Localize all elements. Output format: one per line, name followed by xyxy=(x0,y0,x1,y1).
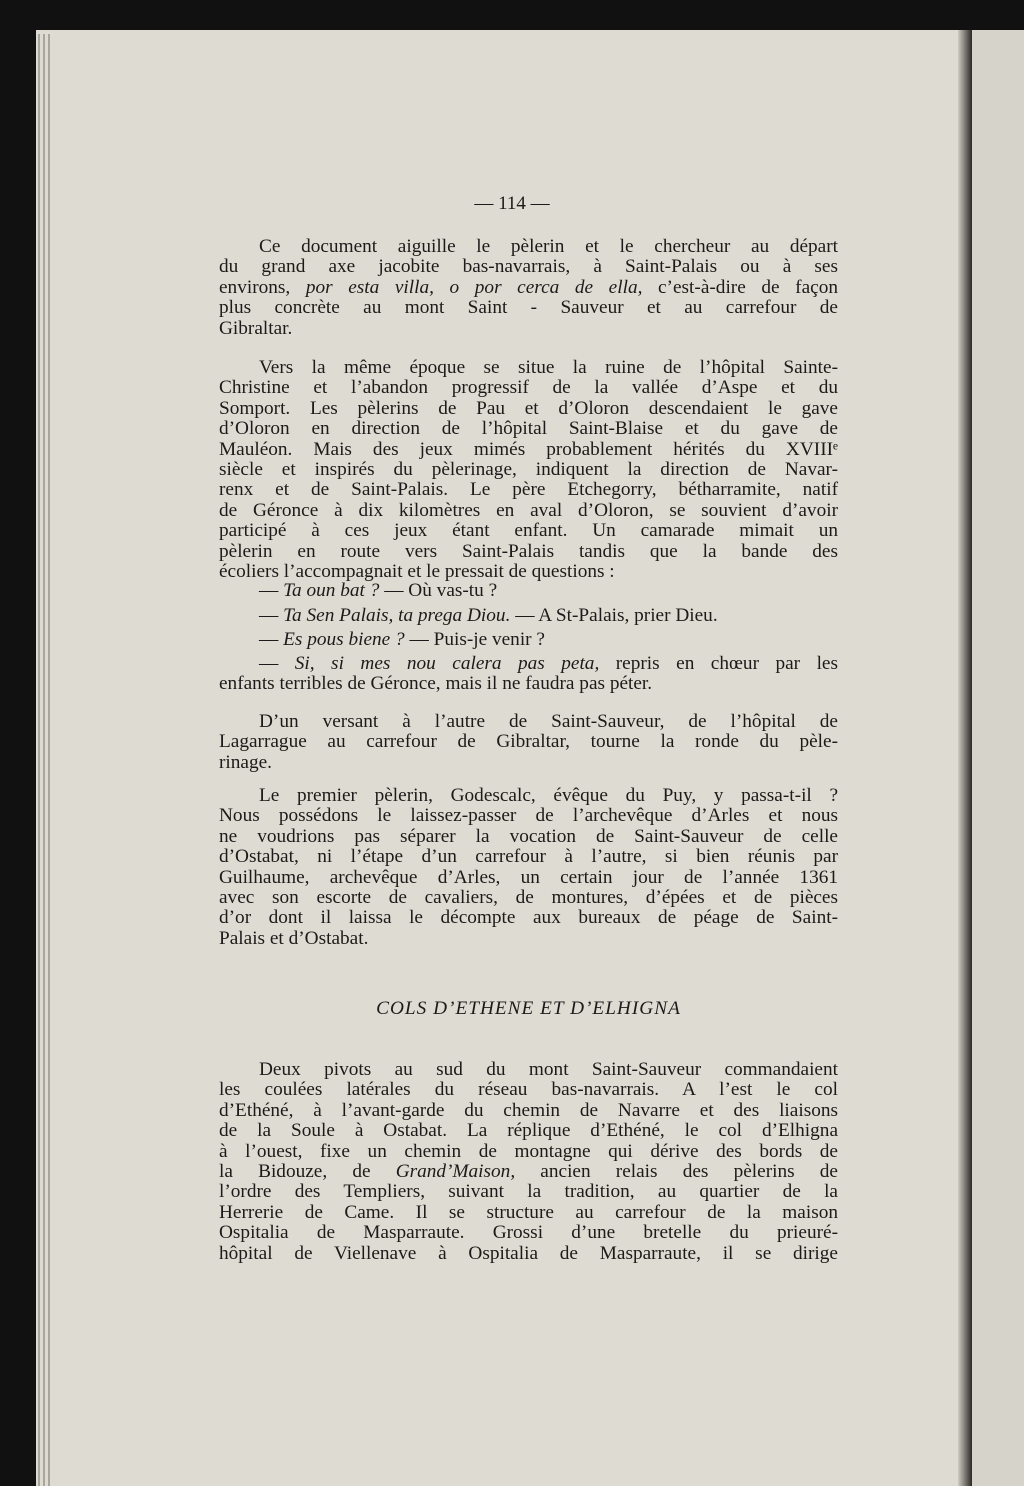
text: d’Ethéné, à l’avant-garde du chemin de Navarre et des liaisons xyxy=(219,1099,838,1121)
italic-text: Si, si mes nou calera pas peta, xyxy=(294,653,600,674)
text: Le premier pèlerin, Godescalc, évêque du Puy, y passa-t-il ? xyxy=(259,785,838,806)
text: Guilhaume, archevêque d’Arles, un certain jour de l’année 1361 xyxy=(219,866,838,888)
text-line xyxy=(219,712,838,732)
text: participé à ces jeux étant enfant. Un camarade mimait un xyxy=(219,520,838,542)
text: Palais et d’Ostabat. xyxy=(219,927,369,949)
text: plus concrète au mont Saint - Sauveur et au carrefour de xyxy=(219,297,838,319)
text: Mauléon. Mais des jeux mimés probablement hérités du XVIIIᵉ xyxy=(219,438,838,460)
text-line xyxy=(219,1142,838,1162)
text-line xyxy=(219,929,838,949)
italic-text: Ta Sen Palais, ta prega Diou. xyxy=(283,605,511,626)
dialogue-line xyxy=(219,654,838,695)
text-line xyxy=(219,1244,838,1264)
text: c’est-à-dire de façon xyxy=(642,276,838,298)
text-line xyxy=(219,1121,838,1141)
text: enfants terribles de Géronce, mais il ne faudra pas péter. xyxy=(219,673,653,695)
text-line xyxy=(219,419,838,439)
text-line xyxy=(219,753,838,773)
text: Christine et l’abandon progressif de la vallée d’Aspe et du xyxy=(219,377,838,399)
section-heading: COLS D’ETHENE ET D’ELHIGNA xyxy=(376,998,681,1019)
text-line xyxy=(219,581,838,601)
text: — A St-Palais, prier Dieu. xyxy=(510,605,718,626)
text: repris en chœur par les xyxy=(599,653,838,674)
text-line xyxy=(219,480,838,500)
text-line xyxy=(219,278,838,298)
text-line xyxy=(219,501,838,521)
text-line xyxy=(219,1203,838,1223)
text: hôpital de Viellenave à Ospitalia de Masparraute, il se dirige xyxy=(219,1242,838,1264)
paragraph xyxy=(219,237,838,339)
page-edge xyxy=(38,34,40,1486)
text: d’Oloron en direction de l’hôpital Saint-Blaise et du gave de xyxy=(219,418,838,440)
text-line xyxy=(219,654,838,674)
text: Somport. Les pèlerins de Pau et d’Oloron descendaient le gave xyxy=(219,397,838,419)
text-line xyxy=(219,1101,838,1121)
text-line xyxy=(219,847,838,867)
facing-page xyxy=(972,30,1024,1486)
text: — Où vas-tu ? xyxy=(379,580,498,601)
text: — xyxy=(259,653,295,674)
text-line xyxy=(219,827,838,847)
text: ancien relais des pèlerins de xyxy=(515,1160,838,1182)
text-line xyxy=(219,237,838,257)
text-line xyxy=(219,358,838,378)
text-line xyxy=(219,1080,838,1100)
text-line xyxy=(219,298,838,318)
text: — xyxy=(259,580,284,601)
text: de Géronce à dix kilomètres en aval d’Oloron, se souvient d’avoir xyxy=(219,499,838,521)
text-line xyxy=(219,908,838,928)
text: d’or dont il laissa le décompte aux bureaux de péage de Saint- xyxy=(219,907,838,929)
text: de la Soule à Ostabat. La réplique d’Ethéné, le col d’Elhigna xyxy=(219,1120,838,1142)
text-line xyxy=(219,674,838,694)
paragraph xyxy=(219,358,838,582)
text-line xyxy=(219,606,838,626)
text-line xyxy=(219,257,838,277)
text: Herrerie de Came. Il se structure au carrefour de la maison xyxy=(219,1201,838,1223)
text: Ce document aiguille le pèlerin et le chercheur au départ xyxy=(259,236,838,257)
text: Deux pivots au sud du mont Saint-Sauveur commandaient xyxy=(259,1059,838,1080)
dialogue-line xyxy=(219,606,838,626)
text: — xyxy=(259,629,284,650)
text: à l’ouest, fixe un chemin de montagne qui dérive des bords de xyxy=(219,1140,838,1162)
text: d’Ostabat, ni l’étape d’un carrefour à l’autre, si bien réunis par xyxy=(219,846,838,868)
text-line xyxy=(219,460,838,480)
text: environs, xyxy=(219,276,306,298)
text: l’ordre des Templiers, suivant la tradition, au quartier de la xyxy=(219,1181,838,1203)
text-line xyxy=(219,542,838,562)
page-edge xyxy=(48,34,50,1486)
text: du grand axe jacobite bas-navarrais, à Saint-Palais ou à ses xyxy=(219,256,838,278)
text-line xyxy=(219,732,838,752)
text-line xyxy=(219,521,838,541)
text-line xyxy=(219,806,838,826)
text: ne voudrions pas séparer la vocation de Saint-Sauveur de celle xyxy=(219,825,838,847)
italic-text: por esta villa, o por cerca de ella, xyxy=(305,276,643,298)
text-line xyxy=(219,399,838,419)
text: renx et de Saint-Palais. Le père Etchegorry, bétharramite, natif xyxy=(219,479,838,501)
text-line xyxy=(219,888,838,908)
paragraph xyxy=(219,712,838,773)
text-line xyxy=(219,440,838,460)
book-gutter xyxy=(958,30,972,1486)
text: Gibraltar. xyxy=(219,317,293,339)
italic-text: Ta oun bat ? xyxy=(283,580,380,601)
text-line xyxy=(219,319,838,339)
text: — xyxy=(259,605,284,626)
text: D’un versant à l’autre de Saint-Sauveur, de l’hôpital de xyxy=(259,711,838,732)
italic-text: Es pous biene ? xyxy=(283,629,405,650)
text: rinage. xyxy=(219,751,272,773)
text: Ospitalia de Masparraute. Grossi d’une bretelle du prieuré- xyxy=(219,1222,838,1244)
italic-text: Grand’Maison, xyxy=(395,1160,516,1182)
text: — Puis-je venir ? xyxy=(404,629,545,650)
paragraph xyxy=(219,1060,838,1264)
text-line xyxy=(219,1060,838,1080)
text-line xyxy=(219,630,838,650)
text-line xyxy=(219,1162,838,1182)
text-line xyxy=(219,378,838,398)
text-line xyxy=(219,868,838,888)
text: Nous possédons le laissez-passer de l’archevêque d’Arles et nous xyxy=(219,805,838,827)
paragraph xyxy=(219,786,838,949)
text-line xyxy=(219,1223,838,1243)
text: Vers la même époque se situe la ruine de l’hôpital Sainte- xyxy=(259,357,838,378)
page-edge xyxy=(43,34,45,1486)
text: pèlerin en route vers Saint-Palais tandis que la bande des xyxy=(219,540,838,562)
dialogue-line xyxy=(219,581,838,601)
text: Lagarrague au carrefour de Gibraltar, tourne la ronde du pèle- xyxy=(219,731,838,753)
text: siècle et inspirés du pèlerinage, indiquent la direction de Navar- xyxy=(219,458,838,480)
text: écoliers l’accompagnait et le pressait de questions : xyxy=(219,560,615,582)
text: les coulées latérales du réseau bas-navarrais. A l’est le col xyxy=(219,1079,838,1101)
text-line xyxy=(219,1182,838,1202)
text-line xyxy=(219,786,838,806)
text: la Bidouze, de xyxy=(219,1160,396,1182)
page-number: — 114 — xyxy=(474,193,550,214)
text: avec son escorte de cavaliers, de montures, d’épées et de pièces xyxy=(219,886,838,908)
dialogue-line xyxy=(219,630,838,650)
